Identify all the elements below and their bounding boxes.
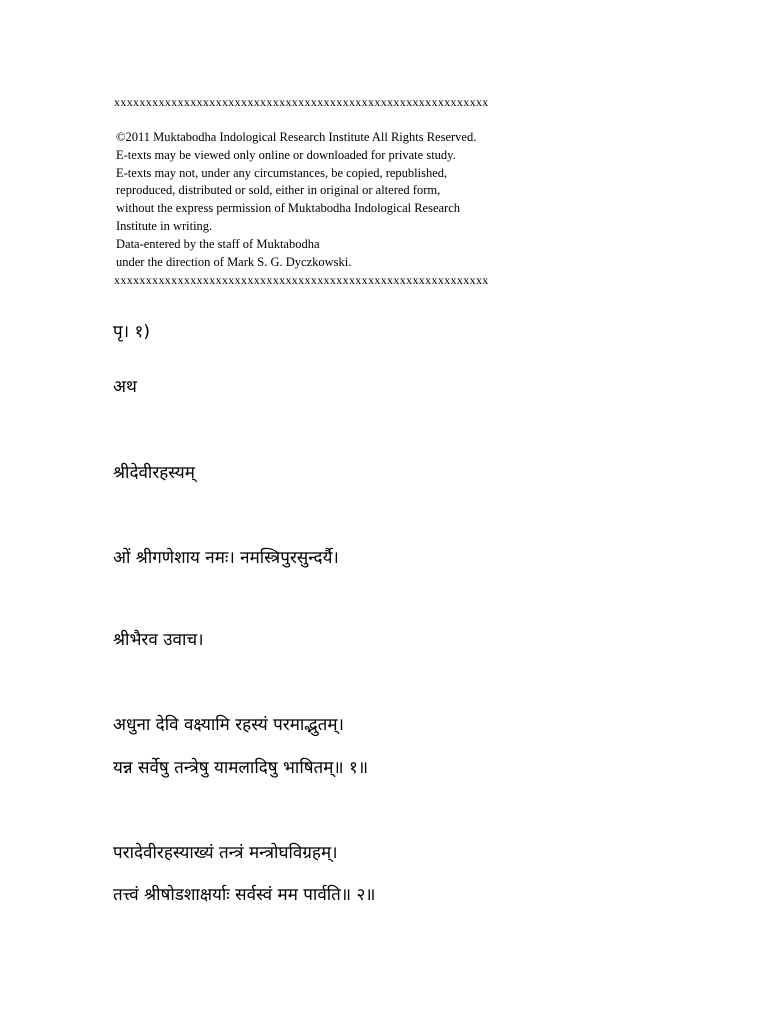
text-title: श्रीदेवीरहस्यम् — [113, 463, 195, 483]
page-marker: पृ। १) — [113, 322, 150, 342]
verse-2-line-2: तत्त्वं श्रीषोडशाक्षर्याः सर्वस्वं मम पार्वति॥ २॥ — [113, 885, 376, 905]
notice-line: Data-entered by the staff of Muktabodha — [116, 236, 320, 251]
separator-line-bottom: xxxxxxxxxxxxxxxxxxxxxxxxxxxxxxxxxxxxxxxxxxxxxxxxxxxxxxxxxxx — [114, 273, 489, 287]
text-line-atha: अथ — [113, 377, 137, 397]
copyright-notice — [116, 129, 636, 271]
text-invocation: ओं श्रीगणेशाय नमः। नमस्त्रिपुरसुन्दर्यै। — [113, 548, 339, 568]
verse-1-line-2: यन्न सर्वेषु तन्त्रेषु यामलादिषु भाषितम्॥ १॥ — [113, 758, 369, 778]
notice-line: without the express permission of Muktabodha Indological Research — [116, 201, 461, 216]
notice-line: E-texts may not, under any circumstances, be copied, republished, — [116, 165, 448, 180]
notice-line: E-texts may be viewed only online or downloaded for private study. — [116, 147, 456, 162]
notice-line: Institute in writing. — [116, 218, 213, 233]
verse-2-line-1: परादेवीरहस्याख्यं तन्त्रं मन्त्रोघविग्रहम्। — [113, 843, 338, 863]
verse-1-line-1: अधुना देवि वक्ष्यामि रहस्यं परमाद्भुतम्। — [113, 715, 344, 735]
separator-line-top: xxxxxxxxxxxxxxxxxxxxxxxxxxxxxxxxxxxxxxxxxxxxxxxxxxxxxxxxxxx — [114, 95, 489, 109]
text-speaker: श्रीभैरव उवाच। — [113, 630, 204, 650]
notice-line: ©2011 Muktabodha Indological Research Institute All Rights Reserved. — [116, 130, 477, 144]
notice-line: under the direction of Mark S. G. Dyczkowski. — [116, 254, 352, 269]
notice-line: reproduced, distributed or sold, either in original or altered form, — [116, 183, 441, 198]
